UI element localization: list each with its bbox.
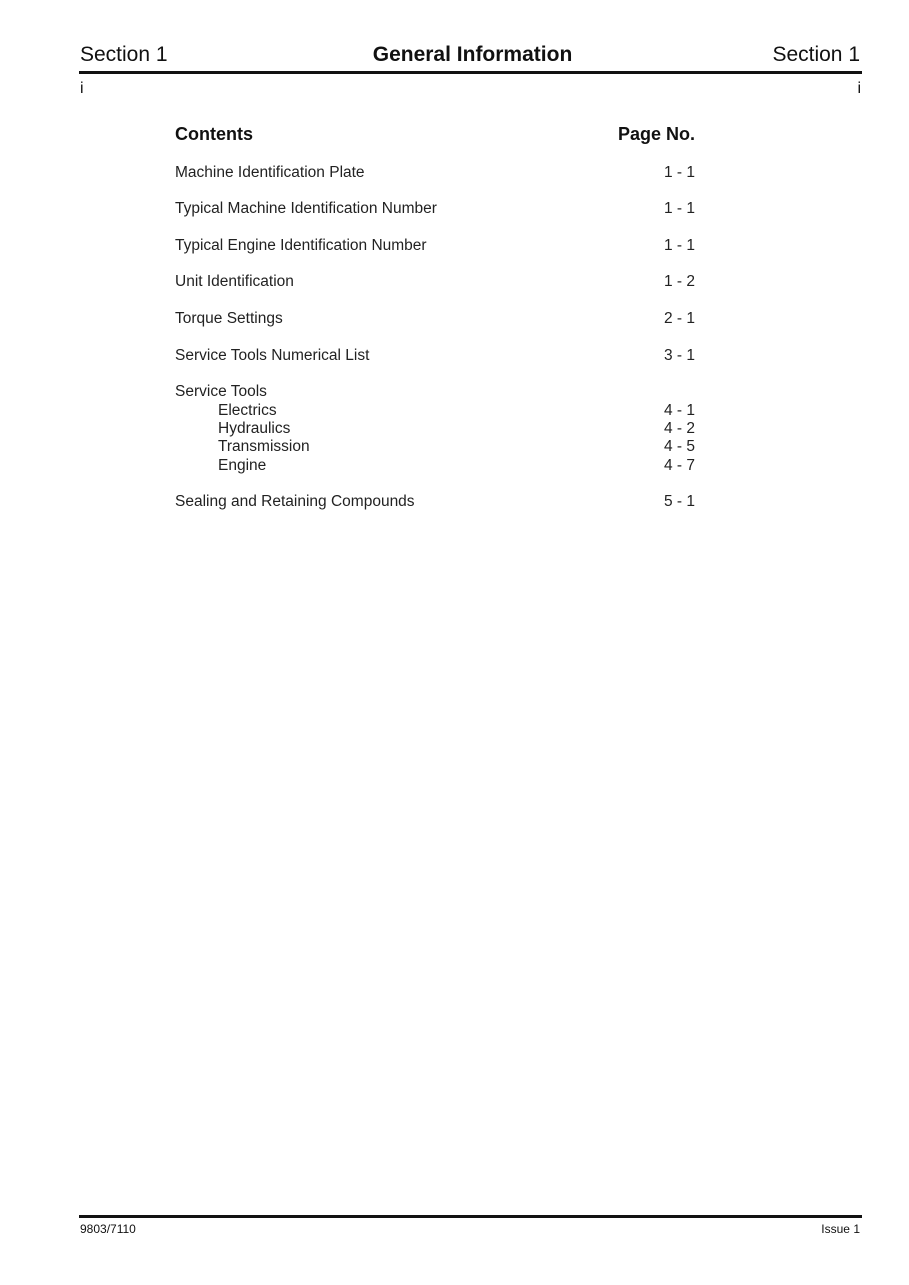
page-number-left: i [80,80,84,97]
toc-entry-page: 5 - 1 [663,493,695,510]
toc-entry-page: 1 - 1 [663,237,695,254]
toc-entry [175,382,695,402]
toc-header [175,124,695,146]
document-title: General Information [372,43,573,66]
toc-entry-page: 1 - 2 [663,273,695,290]
footer-rule [79,1215,862,1218]
toc-entry-label: Sealing and Retaining Compounds [175,493,415,510]
page-no-heading: Page No. [617,124,695,144]
toc-entry-label: Transmission [218,438,310,455]
section-label-left: Section 1 [80,43,168,66]
toc-subentry [175,456,695,476]
toc-entry-page: 1 - 1 [663,164,695,181]
issue-label: Issue 1 [821,1222,860,1236]
toc-subentry [175,437,695,457]
toc-entry-label: Hydraulics [218,420,291,437]
toc-entry [175,199,695,219]
toc-subentry [175,419,695,439]
document-number: 9803/7110 [80,1222,136,1236]
toc-entry-label: Engine [218,457,267,474]
toc-entry-label: Typical Machine Identification Number [175,200,437,217]
toc-entry [175,492,695,512]
toc-subentry [175,401,695,421]
toc-entry-page: 1 - 1 [663,200,695,217]
page-number-right: i [857,80,861,97]
toc-entry [175,163,695,183]
contents-heading: Contents [175,124,253,144]
toc-entry-label: Service Tools Numerical List [175,347,370,364]
toc-entry-label: Torque Settings [175,310,283,327]
section-label-right: Section 1 [772,43,860,66]
toc-entry-label: Service Tools [175,383,267,400]
toc-entry-page: 4 - 1 [663,402,695,419]
header-rule [79,71,862,74]
toc-entry-page: 4 - 2 [663,420,695,437]
toc-entry [175,309,695,329]
toc-entry [175,236,695,256]
toc-entry-label: Electrics [218,402,277,419]
toc-entry-label: Typical Engine Identification Number [175,237,427,254]
toc-entry-page: 4 - 5 [663,438,695,455]
toc-entry-label: Unit Identification [175,273,294,290]
toc-entry-page: 4 - 7 [663,457,695,474]
toc-entry-page: 2 - 1 [663,310,695,327]
toc-entry-label: Machine Identification Plate [175,164,365,181]
toc-entry-page: 3 - 1 [663,347,695,364]
toc-entry [175,272,695,292]
toc-entry [175,346,695,366]
